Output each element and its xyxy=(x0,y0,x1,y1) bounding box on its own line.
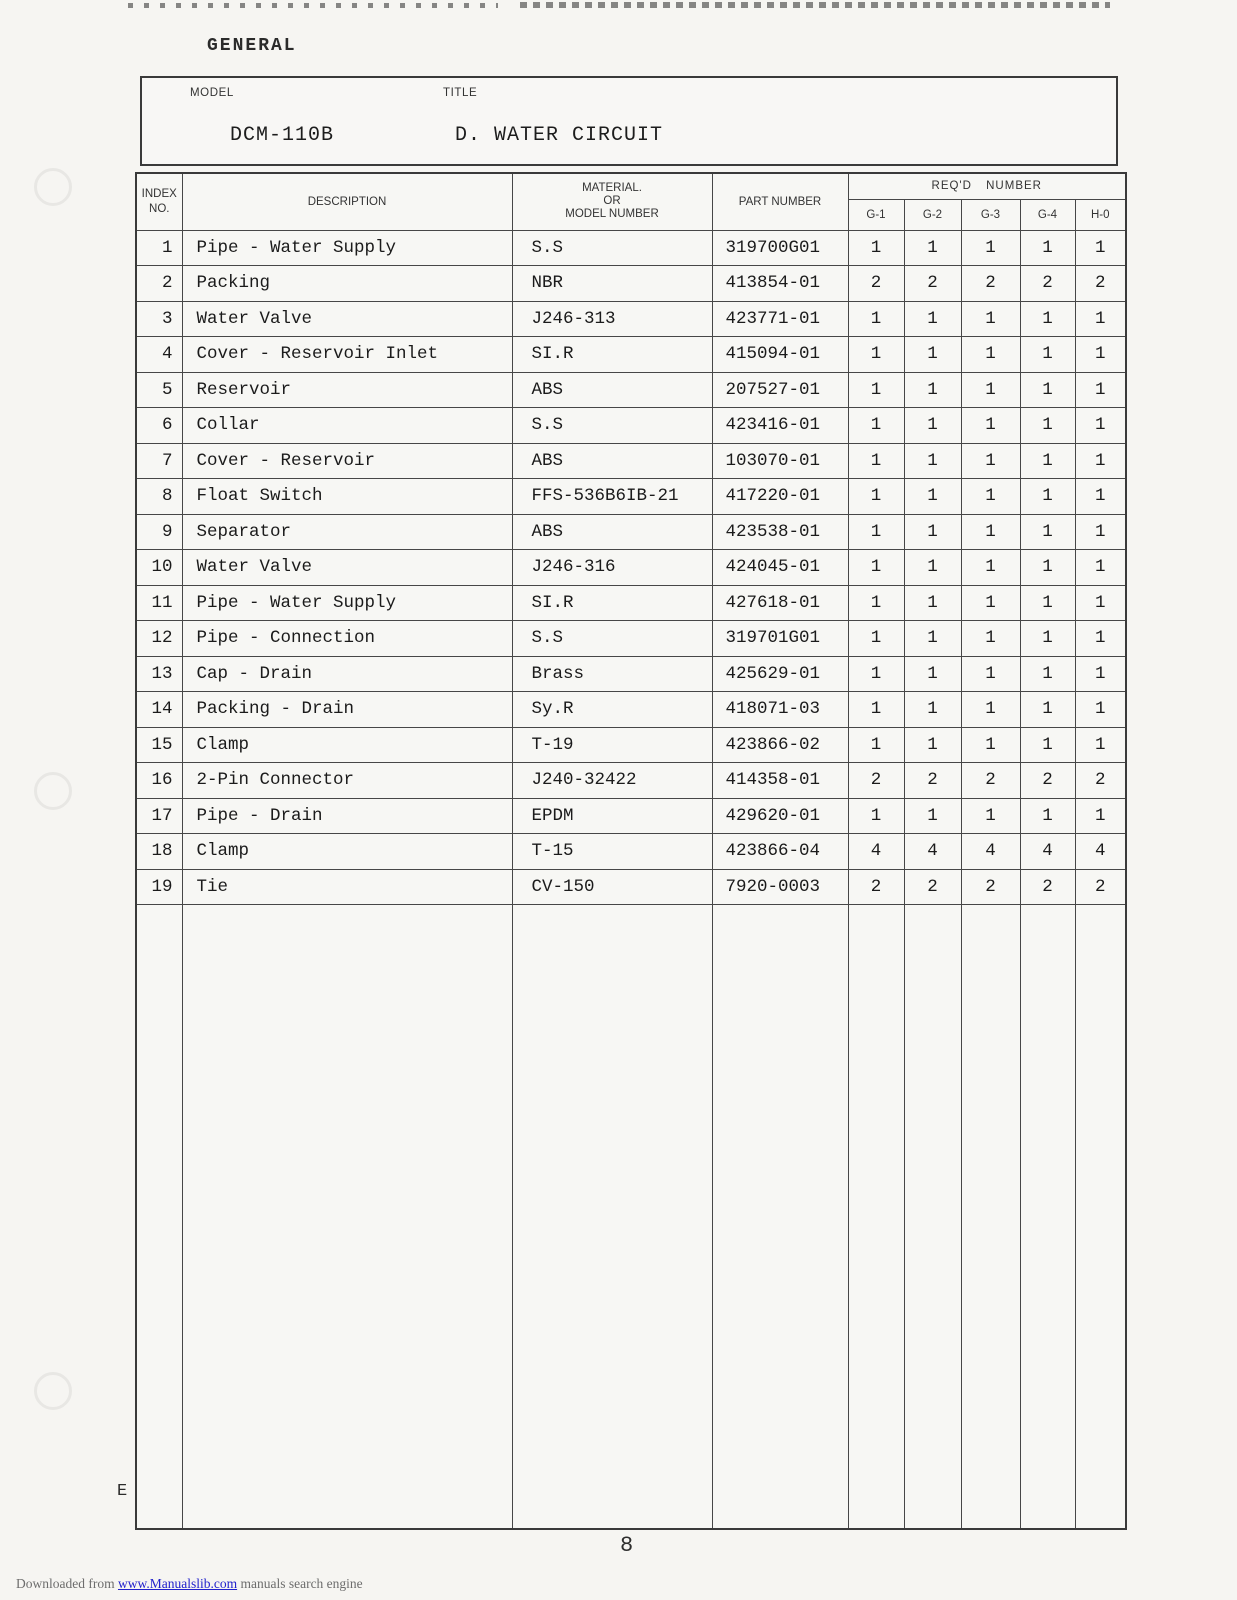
material-cell: S.S xyxy=(512,621,712,657)
part-number-cell: 423866-04 xyxy=(712,834,848,870)
column-header-material-line3: MODEL NUMBER xyxy=(565,208,659,221)
parts-table-header xyxy=(136,173,1126,230)
qty-g1-cell: 1 xyxy=(848,230,904,266)
index-number-cell: 17 xyxy=(136,798,182,834)
qty-g1-cell: 1 xyxy=(848,479,904,515)
qty-g4-cell: 2 xyxy=(1020,763,1075,799)
qty-g1-cell: 1 xyxy=(848,443,904,479)
qty-g1-cell: 4 xyxy=(848,834,904,870)
qty-g2-cell: 1 xyxy=(904,798,961,834)
qty-g4-cell: 1 xyxy=(1020,656,1075,692)
qty-g2-cell: 1 xyxy=(904,621,961,657)
column-header-index-line2: NO. xyxy=(149,202,170,215)
material-cell: Sy.R xyxy=(512,692,712,728)
qty-g4-cell: 1 xyxy=(1020,301,1075,337)
qty-g2-cell: 1 xyxy=(904,692,961,728)
material-cell: Brass xyxy=(512,656,712,692)
qty-g1-cell: 1 xyxy=(848,514,904,550)
qty-h0-cell: 1 xyxy=(1075,621,1126,657)
table-row xyxy=(136,621,1126,657)
table-row xyxy=(136,798,1126,834)
qty-g2-cell: 1 xyxy=(904,514,961,550)
qty-g4-cell: 1 xyxy=(1020,798,1075,834)
qty-g1-cell: 1 xyxy=(848,301,904,337)
qty-g1-cell: 1 xyxy=(848,798,904,834)
qty-g4-cell: 1 xyxy=(1020,443,1075,479)
qty-g3-cell: 4 xyxy=(961,834,1020,870)
model-label: MODEL xyxy=(190,87,234,99)
qty-g4-cell: 1 xyxy=(1020,550,1075,586)
qty-h0-cell: 1 xyxy=(1075,514,1126,550)
table-row xyxy=(136,834,1126,870)
qty-g2-cell: 1 xyxy=(904,479,961,515)
qty-h0-cell: 1 xyxy=(1075,550,1126,586)
table-row xyxy=(136,763,1126,799)
description-cell: Water Valve xyxy=(182,301,512,337)
qty-g4-cell: 1 xyxy=(1020,479,1075,515)
section-label: GENERAL xyxy=(207,36,297,56)
qty-g3-cell: 1 xyxy=(961,372,1020,408)
material-cell: T-15 xyxy=(512,834,712,870)
qty-g3-cell: 1 xyxy=(961,621,1020,657)
table-row xyxy=(136,443,1126,479)
qty-h0-cell: 2 xyxy=(1075,266,1126,302)
qty-g3-cell: 1 xyxy=(961,692,1020,728)
table-row xyxy=(136,337,1126,373)
qty-g3-cell: 1 xyxy=(961,301,1020,337)
qty-g4-cell: 1 xyxy=(1020,585,1075,621)
material-cell: ABS xyxy=(512,372,712,408)
table-row xyxy=(136,869,1126,905)
index-number-cell: 1 xyxy=(136,230,182,266)
part-number-cell: 424045-01 xyxy=(712,550,848,586)
material-cell: FFS-536B6IB-21 xyxy=(512,479,712,515)
index-number-cell: 8 xyxy=(136,479,182,515)
qty-g1-cell: 1 xyxy=(848,621,904,657)
material-cell: SI.R xyxy=(512,585,712,621)
table-row xyxy=(136,727,1126,763)
index-number-cell: 10 xyxy=(136,550,182,586)
material-cell: ABS xyxy=(512,443,712,479)
qty-g2-cell: 1 xyxy=(904,656,961,692)
part-number-cell: 319700G01 xyxy=(712,230,848,266)
qty-g4-cell: 1 xyxy=(1020,372,1075,408)
qty-g2-cell: 1 xyxy=(904,337,961,373)
footer xyxy=(16,1576,363,1592)
description-cell: Cover - Reservoir Inlet xyxy=(182,337,512,373)
description-cell: Tie xyxy=(182,869,512,905)
empty-cell xyxy=(1020,905,1075,1529)
qty-g1-cell: 2 xyxy=(848,869,904,905)
qty-h0-cell: 1 xyxy=(1075,585,1126,621)
scan-artifact-top-right xyxy=(520,2,1110,8)
empty-cell xyxy=(1075,905,1126,1529)
description-cell: Separator xyxy=(182,514,512,550)
qty-h0-cell: 1 xyxy=(1075,692,1126,728)
part-number-cell: 423771-01 xyxy=(712,301,848,337)
part-number-cell: 429620-01 xyxy=(712,798,848,834)
table-row xyxy=(136,372,1126,408)
part-number-cell: 425629-01 xyxy=(712,656,848,692)
qty-g4-cell: 1 xyxy=(1020,408,1075,444)
part-number-cell: 415094-01 xyxy=(712,337,848,373)
qty-g1-cell: 1 xyxy=(848,550,904,586)
part-number-cell: 423866-02 xyxy=(712,727,848,763)
table-row xyxy=(136,656,1126,692)
column-header-g1: G-1 xyxy=(848,199,904,230)
qty-g1-cell: 1 xyxy=(848,656,904,692)
part-number-cell: 423416-01 xyxy=(712,408,848,444)
index-number-cell: 6 xyxy=(136,408,182,444)
table-row xyxy=(136,301,1126,337)
material-cell: EPDM xyxy=(512,798,712,834)
description-cell: Collar xyxy=(182,408,512,444)
qty-h0-cell: 1 xyxy=(1075,372,1126,408)
qty-h0-cell: 1 xyxy=(1075,656,1126,692)
qty-g2-cell: 1 xyxy=(904,727,961,763)
qty-g2-cell: 1 xyxy=(904,230,961,266)
index-number-cell: 14 xyxy=(136,692,182,728)
table-row xyxy=(136,514,1126,550)
column-header-material-line1: MATERIAL. xyxy=(582,181,642,194)
material-cell: J240-32422 xyxy=(512,763,712,799)
index-number-cell: 7 xyxy=(136,443,182,479)
description-cell: Float Switch xyxy=(182,479,512,515)
index-number-cell: 11 xyxy=(136,585,182,621)
qty-g4-cell: 2 xyxy=(1020,869,1075,905)
qty-g3-cell: 1 xyxy=(961,479,1020,515)
index-number-cell: 4 xyxy=(136,337,182,373)
description-cell: Pipe - Water Supply xyxy=(182,230,512,266)
column-header-g3: G-3 xyxy=(961,199,1020,230)
table-row xyxy=(136,550,1126,586)
part-number-cell: 207527-01 xyxy=(712,372,848,408)
empty-table-area xyxy=(136,905,1126,1529)
material-cell: S.S xyxy=(512,408,712,444)
footer-suffix: manuals search engine xyxy=(237,1576,363,1591)
qty-g3-cell: 1 xyxy=(961,337,1020,373)
material-cell: S.S xyxy=(512,230,712,266)
part-number-cell: 319701G01 xyxy=(712,621,848,657)
qty-g2-cell: 1 xyxy=(904,372,961,408)
qty-h0-cell: 1 xyxy=(1075,479,1126,515)
index-number-cell: 2 xyxy=(136,266,182,302)
table-row xyxy=(136,408,1126,444)
part-number-cell: 423538-01 xyxy=(712,514,848,550)
part-number-cell: 414358-01 xyxy=(712,763,848,799)
description-cell: Clamp xyxy=(182,834,512,870)
qty-g4-cell: 1 xyxy=(1020,230,1075,266)
index-number-cell: 18 xyxy=(136,834,182,870)
description-cell: Packing xyxy=(182,266,512,302)
page-number: 8 xyxy=(620,1533,634,1558)
index-number-cell: 13 xyxy=(136,656,182,692)
column-header-description: DESCRIPTION xyxy=(182,173,512,230)
qty-g3-cell: 1 xyxy=(961,585,1020,621)
qty-g4-cell: 1 xyxy=(1020,621,1075,657)
qty-g3-cell: 1 xyxy=(961,656,1020,692)
qty-g2-cell: 1 xyxy=(904,585,961,621)
qty-g1-cell: 1 xyxy=(848,585,904,621)
material-cell: NBR xyxy=(512,266,712,302)
index-number-cell: 16 xyxy=(136,763,182,799)
qty-g4-cell: 4 xyxy=(1020,834,1075,870)
qty-g2-cell: 1 xyxy=(904,301,961,337)
qty-h0-cell: 1 xyxy=(1075,337,1126,373)
qty-g2-cell: 2 xyxy=(904,869,961,905)
column-header-reqd-number: REQ'D NUMBER xyxy=(848,173,1126,199)
empty-cell xyxy=(961,905,1020,1529)
empty-cell xyxy=(136,905,182,1529)
description-cell: Pipe - Drain xyxy=(182,798,512,834)
index-number-cell: 15 xyxy=(136,727,182,763)
part-number-cell: 413854-01 xyxy=(712,266,848,302)
qty-h0-cell: 1 xyxy=(1075,230,1126,266)
qty-g4-cell: 1 xyxy=(1020,692,1075,728)
column-header-g2: G-2 xyxy=(904,199,961,230)
index-number-cell: 12 xyxy=(136,621,182,657)
column-header-part-number: PART NUMBER xyxy=(712,173,848,230)
description-cell: Reservoir xyxy=(182,372,512,408)
qty-g2-cell: 2 xyxy=(904,763,961,799)
parts-table-body xyxy=(136,230,1126,905)
part-number-cell: 7920-0003 xyxy=(712,869,848,905)
qty-g3-cell: 2 xyxy=(961,266,1020,302)
description-cell: Cover - Reservoir xyxy=(182,443,512,479)
qty-h0-cell: 1 xyxy=(1075,798,1126,834)
part-number-cell: 103070-01 xyxy=(712,443,848,479)
document-title: D. WATER CIRCUIT xyxy=(455,124,664,147)
qty-g3-cell: 2 xyxy=(961,763,1020,799)
material-cell: J246-313 xyxy=(512,301,712,337)
qty-g1-cell: 1 xyxy=(848,408,904,444)
empty-cell xyxy=(904,905,961,1529)
qty-g1-cell: 1 xyxy=(848,372,904,408)
qty-h0-cell: 1 xyxy=(1075,301,1126,337)
description-cell: Packing - Drain xyxy=(182,692,512,728)
table-row xyxy=(136,585,1126,621)
index-number-cell: 19 xyxy=(136,869,182,905)
empty-cell xyxy=(848,905,904,1529)
part-number-cell: 427618-01 xyxy=(712,585,848,621)
description-cell: 2-Pin Connector xyxy=(182,763,512,799)
punch-hole-artifact xyxy=(34,1372,72,1410)
description-cell: Cap - Drain xyxy=(182,656,512,692)
qty-g2-cell: 1 xyxy=(904,443,961,479)
column-header-material-line2: OR xyxy=(603,195,621,208)
qty-g3-cell: 1 xyxy=(961,550,1020,586)
material-cell: SI.R xyxy=(512,337,712,373)
qty-g2-cell: 1 xyxy=(904,408,961,444)
qty-g3-cell: 1 xyxy=(961,230,1020,266)
qty-h0-cell: 2 xyxy=(1075,869,1126,905)
model-title-box xyxy=(140,76,1118,166)
part-number-cell: 418071-03 xyxy=(712,692,848,728)
qty-g3-cell: 1 xyxy=(961,798,1020,834)
column-header-g4: G-4 xyxy=(1020,199,1075,230)
qty-g1-cell: 2 xyxy=(848,266,904,302)
scan-artifact-top-left xyxy=(128,3,498,8)
column-header-material xyxy=(512,173,712,230)
qty-g1-cell: 1 xyxy=(848,692,904,728)
material-cell: J246-316 xyxy=(512,550,712,586)
qty-g3-cell: 1 xyxy=(961,408,1020,444)
qty-g1-cell: 2 xyxy=(848,763,904,799)
qty-g3-cell: 1 xyxy=(961,443,1020,479)
column-header-index-line1: INDEX xyxy=(141,188,177,201)
empty-cell xyxy=(512,905,712,1529)
material-cell: T-19 xyxy=(512,727,712,763)
qty-g4-cell: 1 xyxy=(1020,727,1075,763)
table-row xyxy=(136,692,1126,728)
column-header-index xyxy=(136,173,182,230)
qty-g3-cell: 1 xyxy=(961,727,1020,763)
footer-prefix: Downloaded from xyxy=(16,1576,118,1591)
description-cell: Pipe - Water Supply xyxy=(182,585,512,621)
empty-cell xyxy=(182,905,512,1529)
qty-h0-cell: 1 xyxy=(1075,443,1126,479)
punch-hole-artifact xyxy=(34,168,72,206)
qty-g1-cell: 1 xyxy=(848,727,904,763)
empty-cell xyxy=(712,905,848,1529)
parts-table xyxy=(135,172,1127,1530)
part-number-cell: 417220-01 xyxy=(712,479,848,515)
index-number-cell: 3 xyxy=(136,301,182,337)
qty-g4-cell: 1 xyxy=(1020,514,1075,550)
qty-g2-cell: 2 xyxy=(904,266,961,302)
description-cell: Water Valve xyxy=(182,550,512,586)
qty-g4-cell: 2 xyxy=(1020,266,1075,302)
manualslib-link[interactable]: www.Manualslib.com xyxy=(117,1576,238,1591)
material-cell: ABS xyxy=(512,514,712,550)
table-row xyxy=(136,479,1126,515)
qty-h0-cell: 1 xyxy=(1075,408,1126,444)
material-cell: CV-150 xyxy=(512,869,712,905)
description-cell: Pipe - Connection xyxy=(182,621,512,657)
description-cell: Clamp xyxy=(182,727,512,763)
qty-g3-cell: 2 xyxy=(961,869,1020,905)
qty-g2-cell: 1 xyxy=(904,550,961,586)
qty-h0-cell: 1 xyxy=(1075,727,1126,763)
model-value: DCM-110B xyxy=(230,124,335,147)
edge-letter: E xyxy=(117,1482,128,1501)
qty-h0-cell: 4 xyxy=(1075,834,1126,870)
qty-g2-cell: 4 xyxy=(904,834,961,870)
qty-g4-cell: 1 xyxy=(1020,337,1075,373)
qty-g3-cell: 1 xyxy=(961,514,1020,550)
qty-g1-cell: 1 xyxy=(848,337,904,373)
column-header-h0: H-0 xyxy=(1075,199,1126,230)
qty-h0-cell: 2 xyxy=(1075,763,1126,799)
index-number-cell: 5 xyxy=(136,372,182,408)
index-number-cell: 9 xyxy=(136,514,182,550)
table-row xyxy=(136,230,1126,266)
title-label: TITLE xyxy=(443,87,478,99)
table-row xyxy=(136,266,1126,302)
punch-hole-artifact xyxy=(34,772,72,810)
